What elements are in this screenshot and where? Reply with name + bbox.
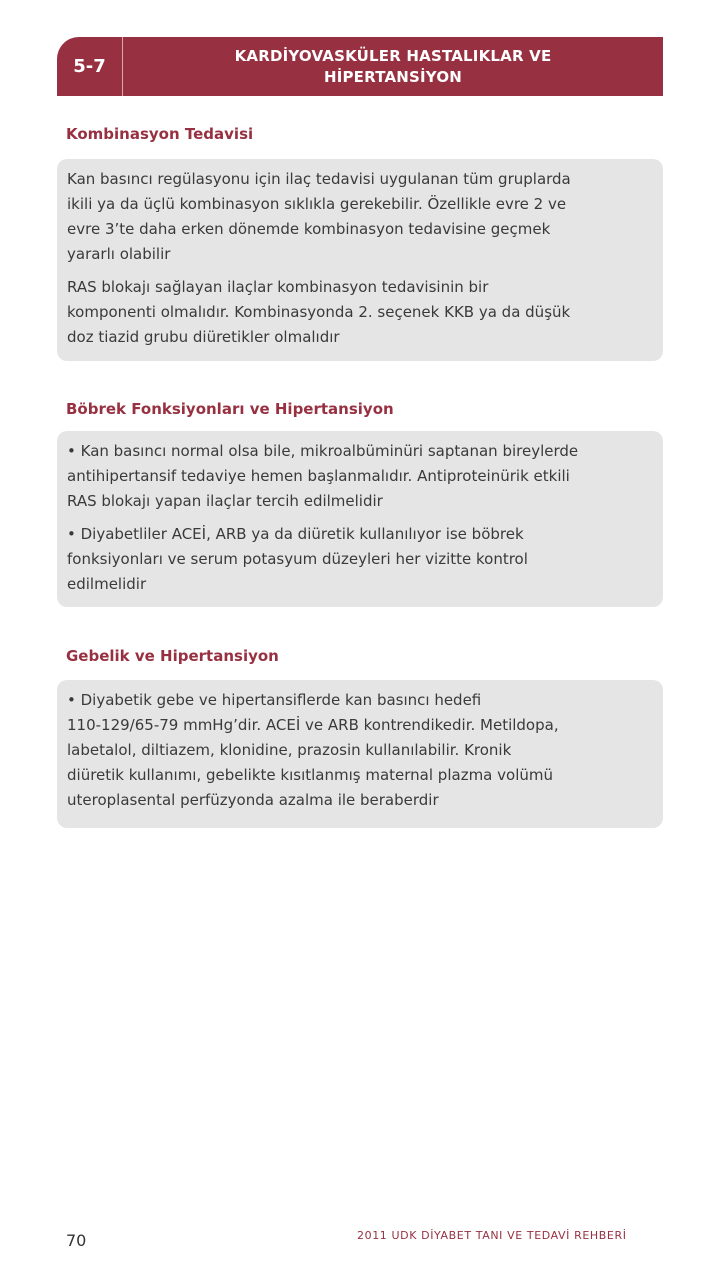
chapter-header — [57, 37, 663, 96]
paragraph: • Kan basıncı normal olsa bile, mikroalbüminüri saptanan bireylerde antihipertansif tedaviye hemen başlanmalıdır. Antiproteinürik etkili RAS blokajı yapan ilaçlar tercih edilmelidir — [67, 442, 579, 510]
paragraph: • Diyabetik gebe ve hipertansiflerde kan basıncı hedefi 110-129/65-79 mmHg’dir. ACEİ ve ARB kontrendikedir. Metildopa, labetalol, diltiazem, klonidine, prazosin kullanılabilir. Kronik diüretik kullanımı, gebelikte kısıtlanmış maternal plazma volümü uteroplasental perfüzyonda azalma ile beraberdir — [67, 691, 559, 809]
chapter-title-line-1: KARDİYOVASKÜLER HASTALIKLAR VE — [234, 46, 552, 65]
paragraph: Kan basıncı regülasyonu için ilaç tedavisi uygulanan tüm gruplarda ikili ya da üçlü kombinasyon sıklıkla gerekebilir. Özellikle evre 2 ve evre 3’te daha erken dönemde kombinasyon tedavisine geçmek yararlı olabilir — [67, 170, 571, 263]
section-box-kombinasyon — [57, 159, 663, 361]
section-box-bobrek — [57, 431, 663, 607]
section-heading-kombinasyon: Kombinasyon Tedavisi — [66, 125, 254, 143]
section-box-gebelik — [57, 680, 663, 828]
section-heading-gebelik: Gebelik ve Hipertansiyon — [66, 647, 279, 665]
footer-book-title: 2011 UDK DİYABET TANI VE TEDAVİ REHBERİ — [357, 1229, 627, 1242]
section-heading-bobrek: Böbrek Fonksiyonları ve Hipertansiyon — [66, 400, 394, 418]
page-number: 70 — [66, 1231, 87, 1250]
paragraph: • Diyabetliler ACEİ, ARB ya da diüretik kullanılıyor ise böbrek fonksiyonları ve serum potasyum düzeyleri her vizitte kontrol edilmelidir — [67, 525, 528, 593]
chapter-title-line-2: HİPERTANSİYON — [323, 67, 463, 86]
chapter-number: 5-7 — [57, 37, 123, 96]
chapter-title — [123, 37, 663, 96]
paragraph: RAS blokajı sağlayan ilaçlar kombinasyon tedavisinin bir komponenti olmalıdır. Kombinasyonda 2. seçenek KKB ya da düşük doz tiazid grubu diüretikler olmalıdır — [67, 278, 571, 346]
